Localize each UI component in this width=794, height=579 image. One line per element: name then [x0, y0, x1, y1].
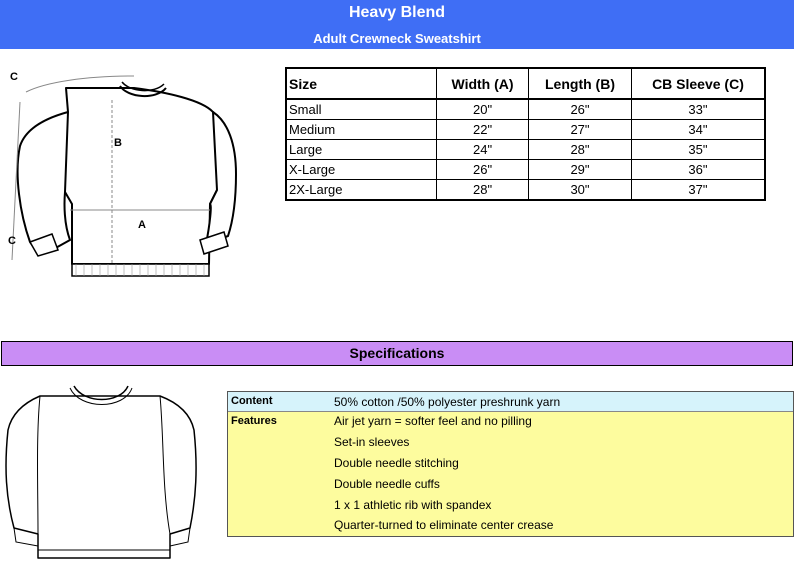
- size-cell: Small: [286, 99, 437, 120]
- length-cell: 27": [529, 120, 632, 140]
- list-item: 1 x 1 athletic rib with spandex: [334, 498, 492, 512]
- features-label: Features: [231, 415, 277, 427]
- col-header: CB Sleeve (C): [631, 68, 765, 99]
- header-subtitle: Adult Crewneck Sweatshirt: [313, 31, 481, 46]
- table-row: [286, 160, 765, 180]
- width-cell: 20": [437, 99, 529, 120]
- list-item: Set-in sleeves: [334, 435, 410, 449]
- sleeve-cell: 35": [631, 140, 765, 160]
- size-chart-header-row: [286, 68, 765, 99]
- size-chart-table: [285, 67, 766, 201]
- list-item: Air jet yarn = softer feel and no pilling: [334, 414, 532, 428]
- width-cell: 26": [437, 160, 529, 180]
- list-item: Double needle stitching: [334, 456, 459, 470]
- content-row: [228, 392, 793, 412]
- width-cell: 24": [437, 140, 529, 160]
- sleeve-cell: 36": [631, 160, 765, 180]
- length-cell: 30": [529, 180, 632, 201]
- col-header: Width (A): [437, 68, 529, 99]
- header-title: Heavy Blend: [348, 4, 446, 21]
- table-row: [286, 140, 765, 160]
- content-label: Content: [231, 395, 273, 407]
- col-header: Length (B): [529, 68, 632, 99]
- sleeve-cell: 37": [631, 180, 765, 201]
- size-cell: Medium: [286, 120, 437, 140]
- list-item: Double needle cuffs: [334, 477, 440, 491]
- width-cell: 28": [437, 180, 529, 201]
- size-cell: X-Large: [286, 160, 437, 180]
- measurement-diagram: [6, 64, 242, 300]
- length-cell: 29": [529, 160, 632, 180]
- sweatshirt-illustration: [0, 378, 200, 570]
- label-a: A: [138, 219, 146, 231]
- table-row: [286, 99, 765, 120]
- length-cell: 28": [529, 140, 632, 160]
- size-cell: Large: [286, 140, 437, 160]
- page-header: [0, 0, 794, 49]
- features-row: [228, 412, 793, 536]
- table-row: [286, 120, 765, 140]
- width-cell: 22": [437, 120, 529, 140]
- specifications-table: [227, 391, 794, 537]
- label-b: B: [114, 137, 122, 149]
- sleeve-cell: 34": [631, 120, 765, 140]
- table-row: [286, 180, 765, 201]
- content-value: 50% cotton /50% polyester preshrunk yarn: [334, 395, 561, 409]
- length-cell: 26": [529, 99, 632, 120]
- label-c-top: C: [10, 71, 18, 83]
- label-c-side: C: [8, 235, 16, 247]
- list-item: Quarter-turned to eliminate center crease: [334, 518, 554, 532]
- col-header: Size: [286, 68, 437, 99]
- size-cell: 2X-Large: [286, 180, 437, 201]
- specifications-header: Specifications: [1, 341, 793, 366]
- sleeve-cell: 33": [631, 99, 765, 120]
